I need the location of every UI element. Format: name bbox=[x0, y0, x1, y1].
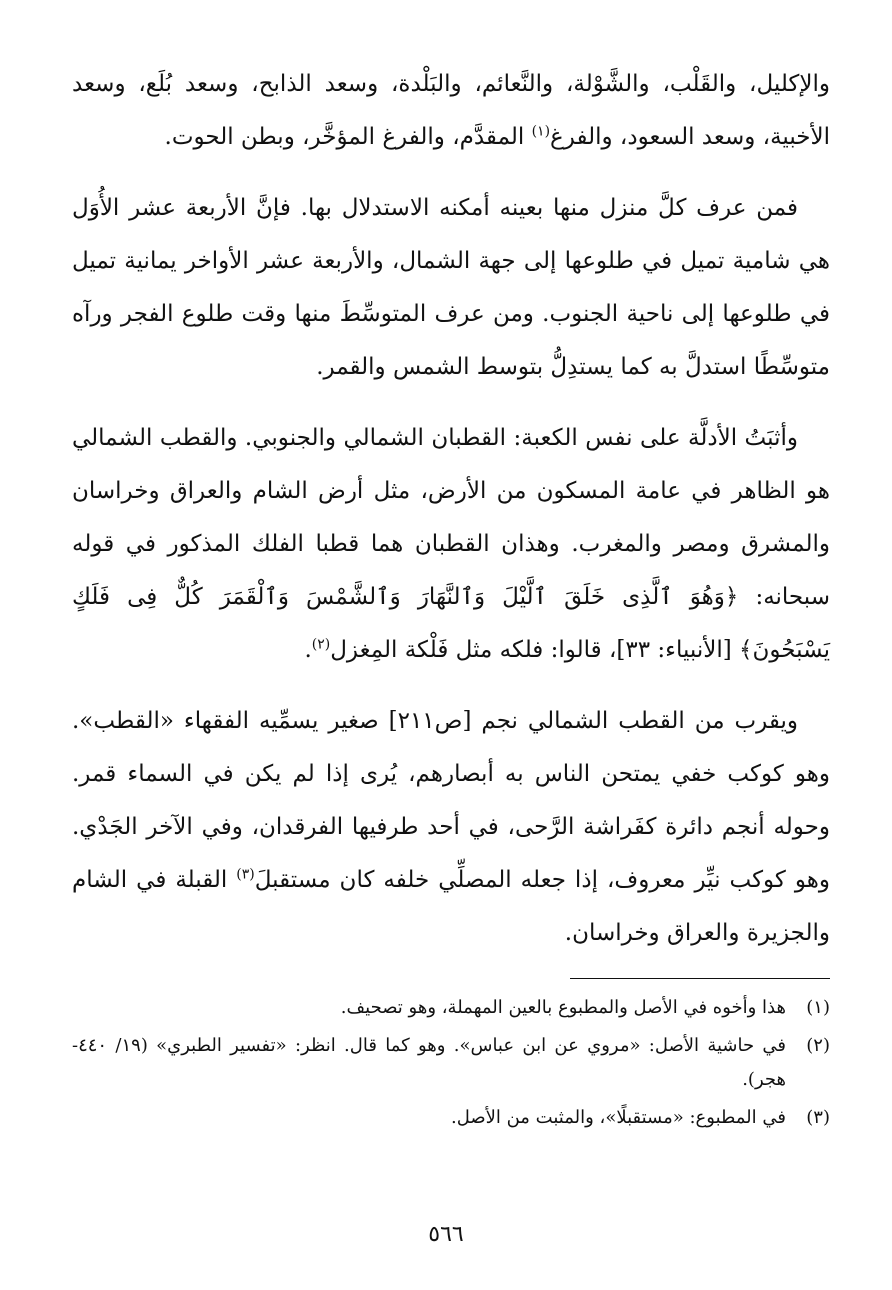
footnote-2 bbox=[72, 1029, 830, 1097]
footnote-divider bbox=[570, 978, 830, 979]
footnote-text: في المطبوع: «مستقبلًا»، والمثبت من الأصل. bbox=[450, 1107, 786, 1128]
paragraph-4 bbox=[72, 695, 830, 960]
footnote-number: (١) bbox=[806, 997, 830, 1018]
paragraph-4-text: ويقرب من القطب الشمالي نجم [ص٢١١] صغير يسمِّيه الفقهاء «القطب». وهو كوكب خفي يمتحن الناس به أبصارهم، يُرى إذا لم يكن في السماء قمر. وحوله أنجم دائرة كفَراشة الرَّحى، في أحد طرفيها الفرقدان، وفي الآخر الجَدْي. وهو كوكب نيِّر معروف، إذا جعله المصلِّي خلفه كان مستقبلَ bbox=[72, 708, 830, 893]
page-number: ٥٦٦ bbox=[428, 1222, 464, 1247]
main-text bbox=[72, 58, 830, 960]
footnote-text: هذا وأخوه في الأصل والمطبوع بالعين المهملة، وهو تصحيف. bbox=[340, 997, 786, 1018]
footnote-ref-3[interactable]: (٣) bbox=[236, 866, 255, 883]
paragraph-4-text-end: القبلة في الشام والجزيرة والعراق وخراسان. bbox=[72, 867, 830, 946]
footnote-3 bbox=[72, 1101, 830, 1135]
footnote-ref-1[interactable]: (١) bbox=[531, 123, 551, 140]
paragraph-1-text-end: المقدَّم، والفرغ المؤخَّر، وبطن الحوت. bbox=[164, 124, 532, 150]
footnote-1 bbox=[72, 991, 830, 1025]
footnotes bbox=[72, 991, 830, 1135]
paragraph-3 bbox=[72, 412, 830, 677]
footnote-number: (٣) bbox=[806, 1107, 830, 1128]
paragraph-1-text: والإكليل، والقَلْب، والشَّوْلة، والنَّعائم، والبَلْدة، وسعد الذابح، وسعد بُلَع، وسعد الأخبية، وسعد السعود، والفرغ bbox=[72, 71, 831, 150]
paragraph-1 bbox=[72, 58, 830, 164]
footnote-ref-2[interactable]: (٢) bbox=[311, 636, 331, 653]
paragraph-3-text-end: . bbox=[304, 637, 312, 663]
paragraph-2 bbox=[72, 182, 830, 394]
footnote-number: (٢) bbox=[806, 1035, 830, 1056]
paragraph-2-text: فمن عرف كلَّ منزل منها بعينه أمكنه الاستدلال بها. فإنَّ الأربعة عشر الأُوَل هي شامية تميل في طلوعها إلى جهة الشمال، والأربعة عشر الأواخر يمانية تميل في طلوعها إلى ناحية الجنوب. ومن عرف المتوسِّطَ منها وقت طلوع الفجر ورآه متوسِّطًا استدلَّ به كما يستدِلُّ بتوسط الشمس والقمر. bbox=[72, 195, 830, 380]
footnote-text: في حاشية الأصل: «مروي عن ابن عباس». وهو كما قال. انظر: «تفسير الطبري» (١٩/ ٤٤٠- هجر). bbox=[72, 1035, 786, 1090]
paragraph-3-text: وأثبَتُ الأدلَّة على نفس الكعبة: القطبان الشمالي والجنوبي. والقطب الشمالي هو الظاهر في عامة المسكون من الأرض، مثل أرض الشام والعراق وخراسان والمشرق ومصر والمغرب. وهذان القطبان هما قطبا الفلك المذكور في قوله سبحانه: ﴿وَهُوَ ٱلَّذِى خَلَقَ ٱلَّيْلَ وَٱلنَّهَارَ وَٱلشَّمْسَ وَٱلْقَمَرَ كُلٌّ فِى فَلَكٍ يَسْبَحُونَ﴾ [الأنبياء: ٣٣]، قالوا: فلكه مثل فَلْكة المِغزل bbox=[72, 425, 830, 663]
